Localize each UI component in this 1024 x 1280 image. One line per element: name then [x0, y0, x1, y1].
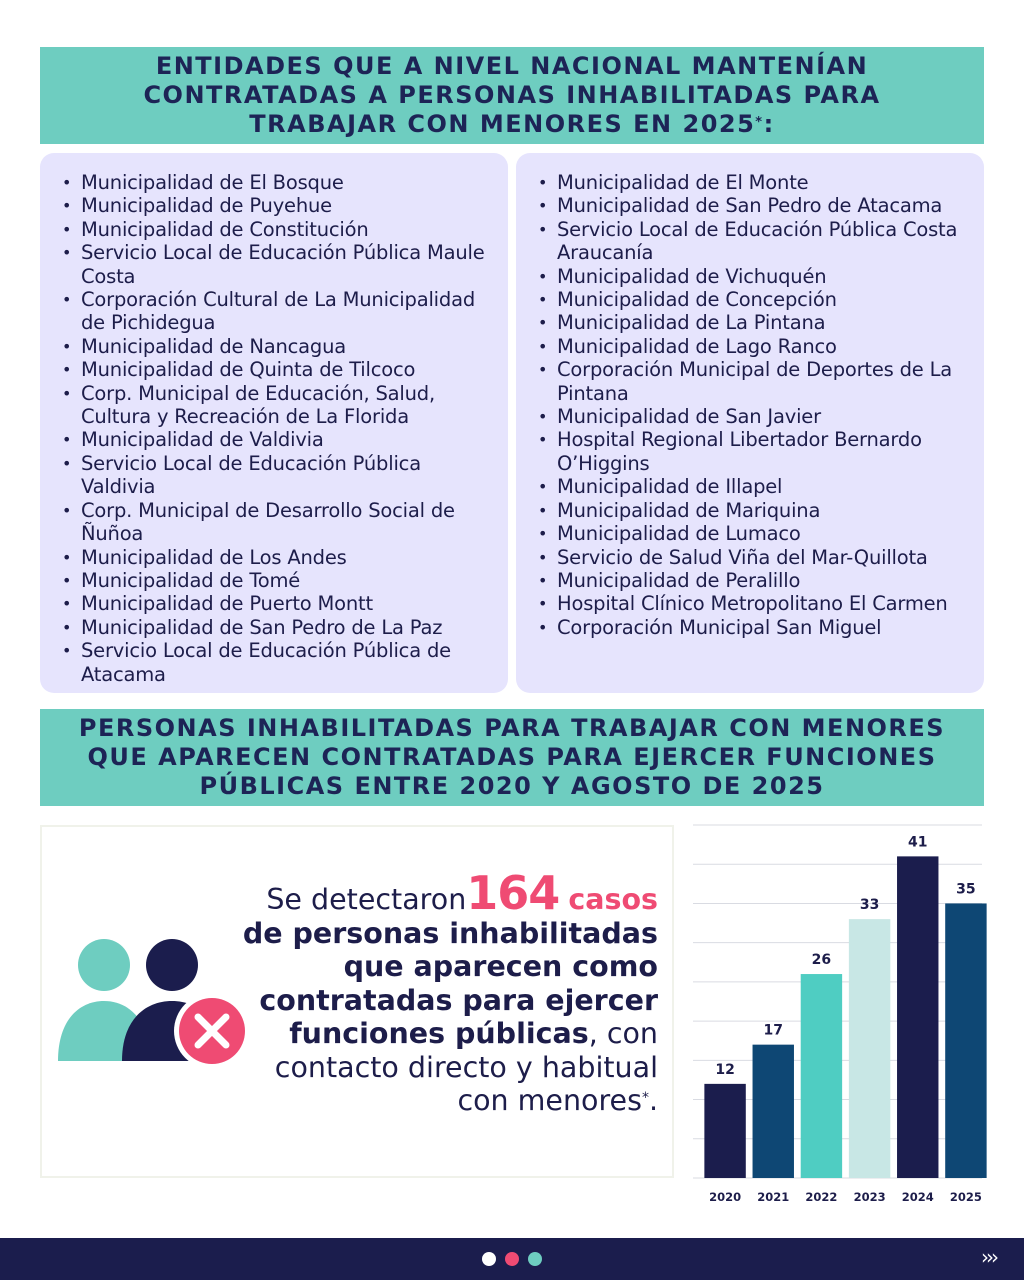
- stat-line5-bold: funciones públicas: [289, 1017, 589, 1050]
- list-item: • Municipalidad de El Bosque: [62, 171, 498, 194]
- stat-period: .: [648, 1084, 658, 1117]
- stat-line2: de personas inhabilitadas: [242, 916, 658, 950]
- tick-label-2025: 2025: [949, 1190, 982, 1204]
- top-banner-title: [143, 52, 880, 139]
- top-banner-line3: TRABAJAR CON MENORES EN 2025: [249, 110, 756, 138]
- list-item: • Hospital Clínico Metropolitano El Carmen: [538, 592, 974, 615]
- bar-2020: [704, 1084, 745, 1178]
- entities-list-right: [516, 153, 984, 693]
- footnote-mark: *: [755, 115, 764, 130]
- stat-text: [218, 866, 658, 1118]
- list-item: • Corp. Municipal de Educación, Salud, Cultura y Recreación de La Florida: [62, 382, 498, 429]
- list-item: • Municipalidad de Puerto Montt: [62, 592, 498, 615]
- list-item: • Servicio Local de Educación Pública de Atacama: [62, 639, 498, 686]
- stat-prefix: Se detectaron: [266, 883, 467, 916]
- list-item: • Servicio Local de Educación Pública Valdivia: [62, 452, 498, 499]
- data-label-2023: 33: [859, 897, 880, 914]
- data-label-2025: 35: [956, 881, 976, 898]
- data-label-2022: 26: [811, 952, 832, 969]
- entities-list-left: [40, 153, 508, 693]
- entities-left-ul: [62, 171, 498, 686]
- list-item: • Corporación Cultural de La Municipalidad de Pichidegua: [62, 288, 498, 335]
- page-dot-3[interactable]: [528, 1252, 542, 1266]
- stat-line6: contacto directo y habitual: [274, 1050, 658, 1084]
- stat-line7: con menores: [457, 1084, 642, 1117]
- stat-casos: casos: [568, 883, 658, 916]
- list-item: • Municipalidad de Puyehue: [62, 194, 498, 217]
- mid-banner-line1: PERSONAS INHABILITADAS PARA TRABAJAR CON MENORES: [78, 714, 946, 742]
- stat-footnote-mark: *: [641, 1090, 649, 1106]
- stat-line5-rest: , con: [588, 1017, 658, 1050]
- top-banner-line2: CONTRATADAS A PERSONAS INHABILITADAS PARA: [143, 81, 881, 109]
- list-item: • Municipalidad de Valdivia: [62, 428, 498, 451]
- top-banner: [40, 47, 984, 144]
- list-item: • Municipalidad de Lumaco: [538, 522, 974, 545]
- list-item: • Corp. Municipal de Desarrollo Social de Ñuñoa: [62, 499, 498, 546]
- stat-line4: contratadas para ejercer: [259, 983, 658, 1017]
- cases-bar-chart: [690, 820, 990, 1215]
- list-item: • Servicio de Salud Viña del Mar-Quillota: [538, 546, 974, 569]
- list-item: • Municipalidad de Quinta de Tilcoco: [62, 358, 498, 381]
- mid-banner: [40, 709, 984, 806]
- chevrons-right-icon[interactable]: ›››: [981, 1245, 996, 1269]
- list-item: • Municipalidad de San Pedro de Atacama: [538, 194, 974, 217]
- list-item: • Municipalidad de Illapel: [538, 475, 974, 498]
- tick-label-2021: 2021: [757, 1190, 790, 1204]
- data-label-2021: 17: [763, 1022, 783, 1039]
- stat-card: [40, 825, 674, 1178]
- data-label-2024: 41: [908, 834, 928, 851]
- list-item: • Corporación Municipal San Miguel: [538, 616, 974, 639]
- list-item: • Municipalidad de Los Andes: [62, 546, 498, 569]
- mid-banner-title: [79, 714, 945, 801]
- list-item: • Municipalidad de San Javier: [538, 405, 974, 428]
- bar-2024: [897, 856, 938, 1178]
- mid-banner-line3: PÚBLICAS ENTRE 2020 Y AGOSTO DE 2025: [199, 772, 825, 800]
- bar-2021: [753, 1045, 794, 1178]
- entities-right-ul: [538, 171, 974, 639]
- tick-label-2022: 2022: [805, 1190, 838, 1204]
- list-item: • Municipalidad de Tomé: [62, 569, 498, 592]
- list-item: • Municipalidad de Nancagua: [62, 335, 498, 358]
- tick-label-2024: 2024: [901, 1190, 934, 1204]
- footer-bar: [0, 1238, 1024, 1280]
- list-item: • Municipalidad de Concepción: [538, 288, 974, 311]
- list-item: • Corporación Municipal de Deportes de La Pintana: [538, 358, 974, 405]
- list-item: • Municipalidad de Vichuquén: [538, 265, 974, 288]
- list-item: • Municipalidad de Constitución: [62, 218, 498, 241]
- data-label-2020: 12: [715, 1061, 735, 1078]
- tick-label-2023: 2023: [853, 1190, 886, 1204]
- mid-banner-line2: QUE APARECEN CONTRATADAS PARA EJERCER FUNCIONES: [87, 743, 937, 771]
- top-banner-colon: :: [763, 110, 775, 138]
- stat-line3: que aparecen como: [343, 950, 658, 983]
- list-item: • Hospital Regional Libertador Bernardo O’Higgins: [538, 428, 974, 475]
- list-item: • Municipalidad de San Pedro de La Paz: [62, 616, 498, 639]
- top-banner-line1: ENTIDADES QUE A NIVEL NACIONAL MANTENÍAN: [155, 52, 869, 80]
- list-item: • Servicio Local de Educación Pública Costa Araucanía: [538, 218, 974, 265]
- bar-2025: [945, 903, 986, 1178]
- list-item: • Municipalidad de El Monte: [538, 171, 974, 194]
- page-dot-1[interactable]: [482, 1252, 496, 1266]
- bar-2023: [849, 919, 890, 1178]
- stat-number: 164: [466, 866, 560, 920]
- list-item: • Municipalidad de Peralillo: [538, 569, 974, 592]
- list-item: • Servicio Local de Educación Pública Maule Costa: [62, 241, 498, 288]
- list-item: • Municipalidad de Mariquina: [538, 499, 974, 522]
- bar-2022: [801, 974, 842, 1178]
- list-item: • Municipalidad de La Pintana: [538, 311, 974, 334]
- page-dot-2[interactable]: [505, 1252, 519, 1266]
- list-item: • Municipalidad de Lago Ranco: [538, 335, 974, 358]
- tick-label-2020: 2020: [709, 1190, 742, 1204]
